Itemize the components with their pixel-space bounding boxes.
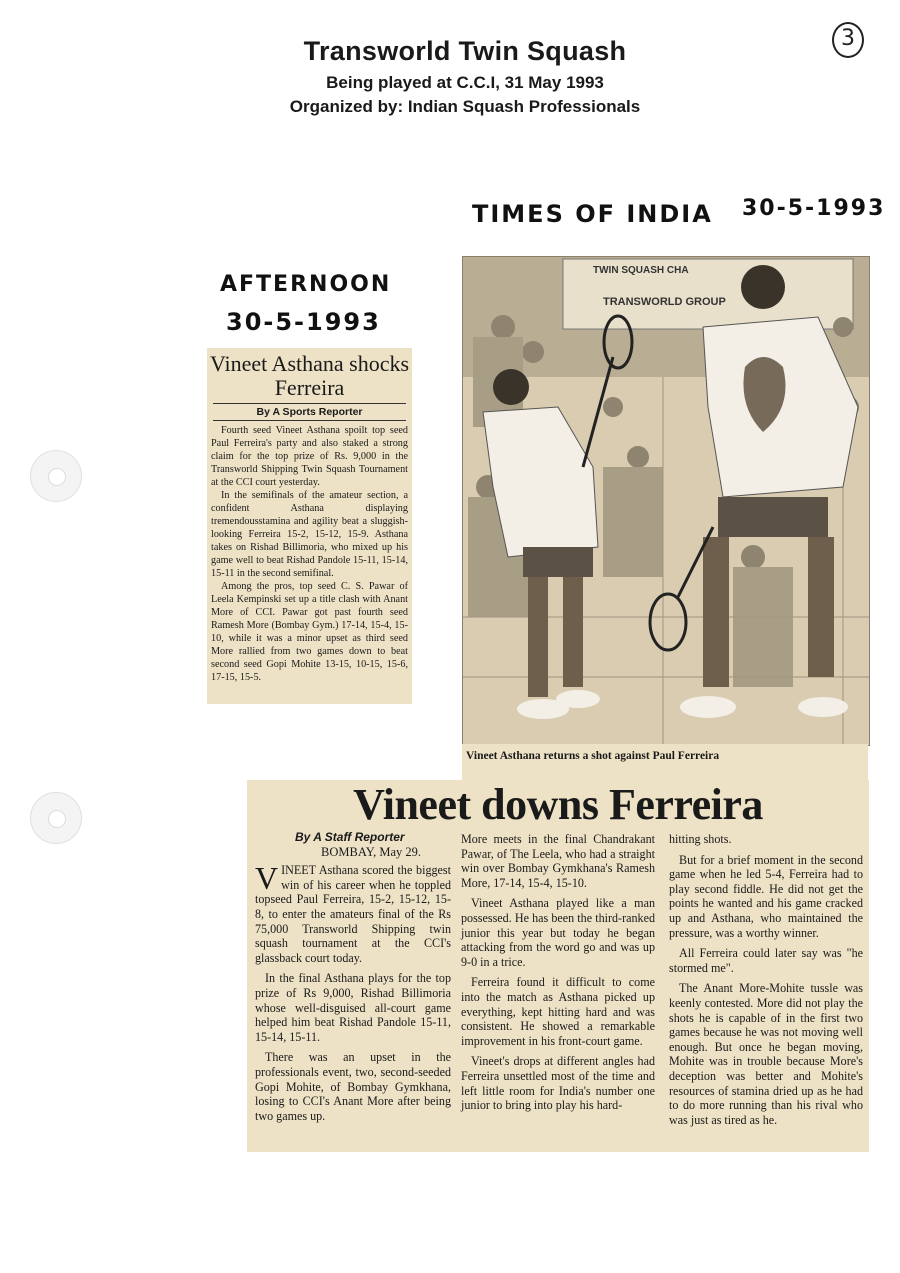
toi-date-annotation: 30-5-1993 xyxy=(742,196,886,221)
page-number: 3 xyxy=(832,22,864,58)
article-column-3 xyxy=(669,832,863,1127)
article-column-1 xyxy=(255,830,451,1123)
afternoon-annotation: AFTERNOON xyxy=(220,272,392,297)
article-paragraph: More meets in the final Chandrakant Pawar, of The Leela, who had a straight win over Bombay Gymkhana's Ramesh More, 17-14, 15-4, 15-10. xyxy=(461,832,655,890)
article-paragraph: There was an upset in the professionals event, two, second-seeded Gopi Mohite, of Bombay Gymkhana, losing to CCI's Anant More after being two games up. xyxy=(255,1050,451,1123)
toi-annotation: TIMES OF INDIA xyxy=(472,200,713,228)
article-paragraph: The Anant More-Mohite tussle was keenly contested. More did not play the shots he is capable of in the first two games because he was not moving well enough. But once he began moving, Mohite was in trouble because More's deception was better and Mohite's resources of stamina dried up as he had to do more running than his rival who was just as tired as he. xyxy=(669,981,863,1127)
venue-line: Being played at C.C.I, 31 May 1993 xyxy=(326,73,604,92)
banner-line-2: TRANSWORLD GROUP xyxy=(603,296,726,308)
afternoon-headline: Vineet Asthana shocks Ferreira xyxy=(209,351,410,400)
afternoon-byline: By A Sports Reporter xyxy=(213,403,406,421)
afternoon-date-annotation: 30-5-1993 xyxy=(226,308,381,336)
banner-line-1: TWIN SQUASH CHA xyxy=(593,265,689,276)
squash-photo-image xyxy=(463,257,869,745)
article-paragraph: In the final Asthana plays for the top prize of Rs 9,000, Rishad Billimoria whose well-disguised all-court game helped him beat Rishad Pandole 15-11, 15-14, 15-11. xyxy=(255,971,451,1044)
page-header xyxy=(0,36,900,117)
article-paragraph: Vineet's drops at different angles had Ferreira unsettled most of the time and left little room for India's number one junior to bring into play his hard- xyxy=(461,1054,655,1113)
main-dateline: BOMBAY, May 29. xyxy=(321,844,422,859)
article-paragraph: hitting shots. xyxy=(669,832,732,846)
drop-cap: V xyxy=(255,860,279,897)
afternoon-clipping xyxy=(207,348,412,704)
article-paragraph: INEET Asthana scored the biggest win of his career when he toppled topseed Paul Ferreira, 15-2, 15-12, 15-8, to enter the amateurs final of the Rs 75,000 Transworld Shipping twin squash tournament at the CCI's glassback court today. xyxy=(255,863,451,965)
article-paragraph: Ferreira found it difficult to come into the match as Asthana picked up everything, kept hitting hard and was consistent. He showed a remarkable improvement in his front-court game. xyxy=(461,975,655,1048)
afternoon-paragraph: Fourth seed Vineet Asthana spoilt top seed Paul Ferreira's party and also staked a strong claim for the top prize of Rs. 9,000 in the Transworld Shipping Twin Squash Tournament at the CCI court yesterday. xyxy=(211,425,408,488)
organizer-line: Organized by: Indian Squash Professionals xyxy=(289,97,641,116)
article-paragraph: But for a brief moment in the second game when he led 5-4, Ferreira had to play second fiddle. He did not get the points he wanted and his game cracked up and Asthana, who maintained the pressure, was a worthy winner. xyxy=(669,852,863,940)
main-headline: Vineet downs Ferreira xyxy=(353,780,763,829)
page-title: Transworld Twin Squash xyxy=(303,36,627,66)
article-paragraph: All Ferreira could later say was "he stormed me". xyxy=(669,946,863,975)
article-column-2 xyxy=(461,832,655,1113)
afternoon-paragraph: Among the pros, top seed C. S. Pawar of Leela Kempinski set up a title clash with Anant More of CCI. Pawar got past fourth seed Ramesh More (Bombay Gym.) 17-14, 15-4, 15-10, while it was a minor upset as third seed More rallied from two games down to beat second seed Gopi Mohite 13-15, 10-15, 15-6, 17-15, 15-5. xyxy=(211,581,408,683)
main-byline: By A Staff Reporter xyxy=(295,830,405,844)
punch-hole-bottom xyxy=(30,792,82,844)
afternoon-paragraph: In the semifinals of the amateur section, a confident Asthana displaying tremendousstamina and agility beat a sluggish-looking Ferreira 15-2, 15-12, 15-9. Asthana takes on Rishad Billimoria, who mixed up his game well to beat Rishad Pandole 15-11, 15-14, 15-11 in the second semifinal. xyxy=(211,490,408,579)
photo-caption: Vineet Asthana returns a shot against Paul Ferreira xyxy=(462,744,868,780)
article-paragraph: Vineet Asthana played like a man possessed. He has been the third-ranked junior this year but today he began attacking from the word go and was up 9-0 in a trice. xyxy=(461,896,655,969)
main-clipping xyxy=(247,780,869,1152)
squash-photo xyxy=(462,256,870,746)
punch-hole-top xyxy=(30,450,82,502)
